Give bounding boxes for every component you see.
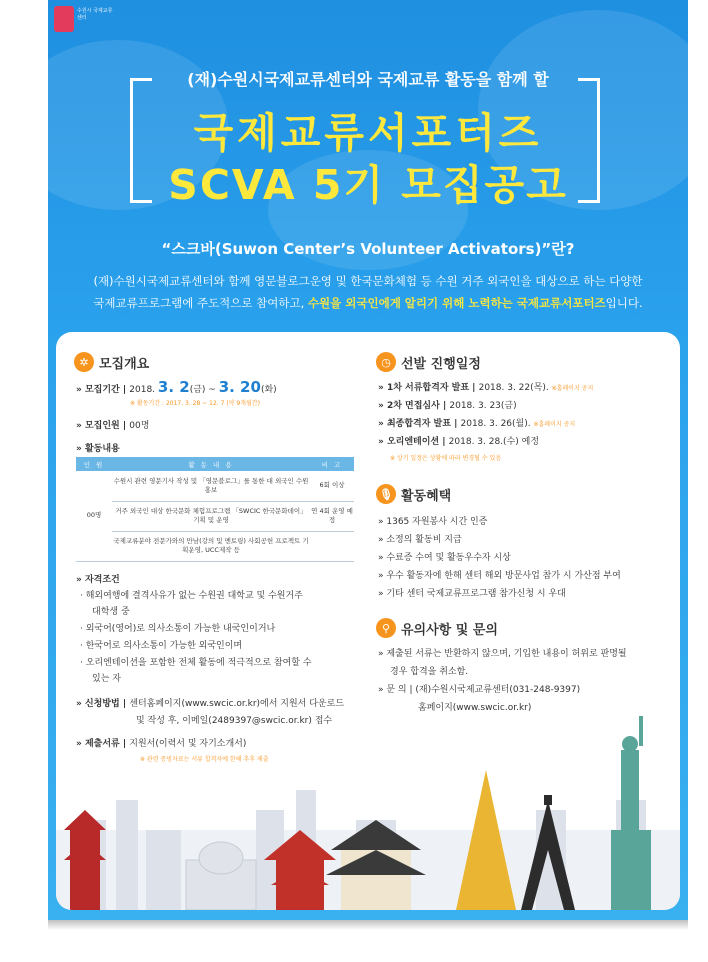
period-end-day: (화) (260, 385, 277, 395)
table-cell-people: 00명 (76, 471, 112, 561)
benefits-title-text: 활동혜택 (401, 488, 452, 504)
city-skyline-illustration (56, 710, 680, 910)
table-header: 인 원 (76, 457, 112, 471)
notes-line: 경우 합격을 취소함. (390, 667, 469, 677)
docs-note: ※ 관련 증빙자료는 서류 합격자에 한해 추후 제출 (140, 756, 269, 763)
qualification-item: 대학생 중 (92, 607, 130, 617)
table-cell (310, 531, 354, 561)
intro-question: “스크바(Suwon Center’s Volunteer Activators)”란? (161, 240, 575, 258)
schedule-item (378, 434, 539, 447)
intro-line-2 (48, 292, 688, 314)
apply-line-1: 센터홈페이지(www.swcic.or.kr)에서 지원서 다운로드 (129, 699, 345, 709)
period-mid: (금) ~ (189, 385, 219, 395)
notes-title (376, 618, 498, 638)
overview-title-text: 모집개요 (99, 356, 150, 372)
qualification-item: · 한국어로 의사소통이 가능한 외국인이며 (80, 641, 243, 651)
schedule-item (378, 416, 575, 429)
schedule-title-text: 선발 진행일정 (401, 356, 481, 372)
recruit-label: » 모집인원 | (76, 421, 130, 431)
table-row (76, 471, 354, 501)
period-end: 3. 20 (218, 378, 261, 396)
benefit-item: » 소정의 활동비 지급 (378, 535, 462, 545)
qualification-item: · 외국어(영어)로 의사소통이 가능한 내국인이거나 (80, 624, 276, 634)
schedule-item (378, 398, 517, 411)
schedule-label: » 최종합격자 발표 | (378, 419, 461, 429)
schedule-label: » 2차 면접심사 | (378, 401, 450, 411)
docs-label: » 제출서류 | (76, 739, 130, 749)
intro-text (48, 270, 688, 314)
period-label: » 모집기간 | (76, 385, 130, 395)
qualification-label: » 자격조건 (76, 575, 120, 585)
qualification-item: · 오리엔테이션을 포함한 전체 활동에 적극적으로 참여할 수 (80, 658, 312, 668)
logo-text: 수원시 국제교류센터 (77, 8, 113, 21)
apply-method (76, 696, 344, 709)
notes-line: » 문 의 | (재)수원시국제교류센터(031-248-9397) (378, 685, 581, 695)
notes-line: 홈페이지(www.swcic.or.kr) (418, 703, 532, 713)
schedule-title (376, 352, 481, 372)
schedule-note: ※홈페이지 공지 (533, 421, 576, 428)
recruit-count (76, 418, 149, 431)
logo-mark-icon (54, 6, 74, 32)
benefits-title (376, 484, 451, 504)
intro-line-1: (재)수원시국제교류센터와 함께 영문블로그운영 및 한국문화체험 등 수원 거주 외국인을 대상으로 하는 다양한 (93, 274, 643, 288)
benefit-item: » 수료증 수여 및 활동우수자 시상 (378, 553, 511, 563)
schedule-item (378, 380, 593, 393)
activity-label: » 활동내용 (76, 444, 120, 454)
intro-line-2b: 입니다. (605, 296, 643, 310)
table-cell: 거주 외국인 대상 한국문화 체험프로그램 「SWCIC 한국문화데이」 기획 및 운영 (112, 501, 310, 531)
table-cell: 연 4회 운영 예정 (310, 501, 354, 531)
gear-icon: ✲ (74, 352, 94, 372)
schedule-value: 2018. 3. 26(월). (460, 419, 534, 429)
qualification-item: 있는 자 (92, 674, 121, 684)
apply-line-2: 및 작성 후, 이메일(2489397@swcic.or.kr) 접수 (136, 716, 333, 726)
qualification-item: · 해외여행에 결격사유가 없는 수원권 대학교 및 수원거주 (80, 591, 303, 601)
info-card (56, 332, 680, 910)
schedule-value: 2018. 3. 22(목). (478, 383, 552, 393)
schedule-label: » 1차 서류합격자 발표 | (378, 383, 479, 393)
notes-title-text: 유의사항 및 문의 (401, 622, 498, 638)
poster-shadow (48, 920, 688, 930)
schedule-footnote: ※ 상기 일정은 상황에 따라 변경될 수 있음 (390, 455, 502, 462)
schedule-value: 2018. 3. 28.(수) 예정 (448, 437, 540, 447)
table-header: 비 고 (310, 457, 354, 471)
benefit-item: » 기타 센터 국제교류프로그램 참가신청 시 우대 (378, 589, 566, 599)
notes-line: » 제출된 서류는 반환하지 않으며, 기입한 내용이 허위로 판명될 (378, 649, 627, 659)
schedule-note: ※홈페이지 공지 (551, 385, 594, 392)
poster (48, 0, 688, 920)
schedule-label: » 오리엔테이션 | (378, 437, 449, 447)
docs-value: 지원서(이력서 및 자기소개서) (129, 739, 247, 749)
schedule-value: 2018. 3. 23(금) (449, 401, 517, 411)
table-row (76, 531, 354, 561)
clock-icon: ◷ (376, 352, 396, 372)
table-cell: 국제교류분야 전문가와의 만남(강의 및 멘토링) 사회공헌 프로젝트 기획운영, UCC제작 등 (112, 531, 310, 561)
table-cell: 수원시 관련 영문기사 작성 및 「영문블로그」를 통한 대 외국인 수원홍보 (112, 471, 310, 501)
benefit-item: » 1365 자원봉사 시간 인증 (378, 517, 488, 527)
microphone-icon: 🎙 (376, 484, 396, 504)
period-start: 3. 2 (157, 378, 190, 396)
apply-label: » 신청방법 | (76, 699, 130, 709)
table-row (76, 501, 354, 531)
table-header-row (76, 457, 354, 471)
search-person-icon: ⚲ (376, 618, 396, 638)
recruit-period (76, 378, 277, 396)
period-year: 2018. (129, 385, 158, 395)
table-cell: 6회 이상 (310, 471, 354, 501)
main-title: 국제교류서포터즈 (193, 109, 543, 157)
benefit-item: » 우수 활동자에 한해 센터 해외 방문사업 참가 시 가산점 부여 (378, 571, 621, 581)
recruit-value: 00명 (129, 421, 150, 431)
subhead: (재)수원시국제교류센터와 국제교류 활동을 함께 할 (187, 70, 549, 89)
period-note: ※ 활동기간 : 2017. 3. 28 ~ 12. 7 (약 9개월간) (130, 400, 260, 407)
overview-title (74, 352, 149, 372)
intro-line-2a: 국제교류프로그램에 주도적으로 참여하고, (93, 296, 308, 310)
center-logo (54, 6, 114, 38)
activity-table (76, 457, 354, 562)
table-header: 활 동 내 용 (112, 457, 310, 471)
intro-highlight: 수원을 외국인에게 알리기 위해 노력하는 국제교류서포터즈 (307, 296, 606, 310)
main-title-2: SCVA 5기 모집공고 (168, 161, 568, 209)
